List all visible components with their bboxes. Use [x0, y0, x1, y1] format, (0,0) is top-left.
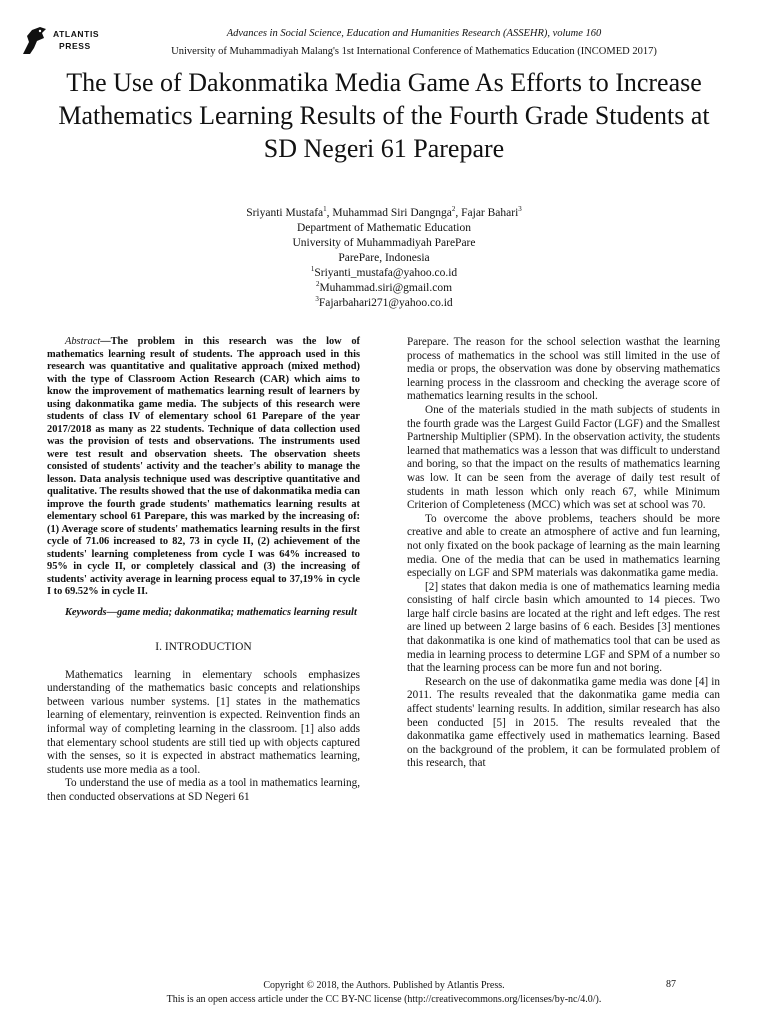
author-3-sup: 3	[518, 205, 522, 214]
abstract-text: —The problem in this research was the low of mathematics learning result of students. The approach used in this research was quantitative and qualitative approach (mixed method) with the type of Classroom Action Research (CAR) which aims to know the improvement of mathematics learning result of learners by using dakonmatika game media. The subjects of this research were students of class IV of elementary school 61 Parepare of the year 2017/2018 as many as 22 students. Technique of data collection used was the provision of tests and observations. The instruments used were test result and observation sheets. The observation sheets consisted of students' activity and the teacher's ability to manage the lesson. Data analysis technique used was descriptive quantitative and qualitative. The results showed that the use of dakonmatika media can improve the fourth grade students' mathematics learning results at elementary school 61 Parepare, this was marked by the increasing of: (1) Average score of students' mathematics learning results in the first cycle of 71.06 increased to 82, 73 in cycle II, (2) achievement of the students' learning completeness from cycle I was 64% increased to 95% in cycle II, or completely classical and (3) the increasing of students' activity average in learning process equal to 37,19% in cycle I to 69.52% in cycle II.	[47, 336, 360, 597]
copyright: Copyright © 2018, the Authors. Published by Atlantis Press.	[263, 980, 505, 991]
paragraph: One of the materials studied in the math subjects of students in the fourth grade was the Largest Guild Factor (LGF) and the Smallest Partnership Multiplier (SPM). In the observation activity, the students learned that mathematics was a lesson that was difficult to understand and boring, so that the impact on the results of mathematics learning was low. It can be seen from the average of daily test result of students in math lesson which only reach 67, while Minimum Criterion of Completeness (MCC) which was set at school was 70.	[407, 403, 720, 512]
author-separator: ,	[326, 207, 333, 219]
author-3: Fajar Bahari	[461, 207, 519, 219]
left-column	[47, 336, 360, 805]
email-2-text: Muhammad.siri@gmail.com	[319, 282, 453, 294]
license-text: This is an open access article under the CC BY-NC license (http://creativecommons.org/licenses/by-nc/4.0/).	[166, 994, 602, 1005]
paragraph: [2] states that dakon media is one of mathematics learning media consisting of half circle basin which amounted to 14 pieces. Two large half circle basins are located at the right and left edges. The rest are lined up between 2 large basins of 6 each. Besides [3] mentiones that dakonmatika is one kind of mathematics tool that can be used as media in learning process to determine LGF and SPM of a number so that the learning process can be more fun and not boring.	[407, 580, 720, 675]
right-column	[407, 336, 720, 771]
keywords-label: Keywords	[65, 606, 107, 618]
email-2-sup: 2	[315, 280, 320, 289]
university: University of Muhammadiyah ParePare	[292, 237, 476, 249]
author-block	[0, 206, 768, 311]
department: Department of Mathematic Education	[296, 222, 472, 234]
city: ParePare, Indonesia	[338, 252, 430, 264]
page-number: 87	[666, 979, 676, 990]
logo-line1: ATLANTIS	[53, 29, 100, 39]
author-2-sup: 2	[451, 205, 456, 214]
author-1: Sriyanti Mustafa	[246, 207, 324, 219]
conference-header: University of Muhammadiyah Malang's 1st International Conference of Mathematics Education (INCOMED 2017)	[171, 46, 657, 57]
email-1-text: Sriyanti_mustafa@yahoo.co.id	[314, 267, 458, 279]
author-2: Muhammad Siri Dangnga	[332, 207, 452, 219]
abstract-label: Abstract	[65, 336, 101, 347]
email-1-sup: 1	[310, 265, 315, 274]
email-3	[0, 296, 768, 311]
logo-line2: PRESS	[59, 41, 91, 51]
paragraph: To overcome the above problems, teachers should be more creative and able to create an atmosphere of active and fun learning, not only fixated on the book package of learning as the main learning media. One of the media that can be used in mathematics learning especially on LGF and SPM materials was dakonmatika game media.	[407, 512, 720, 580]
footer	[0, 979, 768, 1007]
abstract	[47, 336, 360, 599]
keywords	[47, 607, 360, 620]
series-header: Advances in Social Science, Education and Humanities Research (ASSEHR), volume 160	[226, 28, 602, 39]
author-line	[0, 206, 768, 221]
email-3-sup: 3	[315, 295, 319, 304]
paragraph: Mathematics learning in elementary schools emphasizes understanding of the mathematics basic concepts and relationships between various number systems. [1] states in the mathematics learning of elementary, reinvention is expected. Reinvention finds an informal way of completing learning in the classroom. [1] also adds that elementary school students are still tied up with objects captured with the senses, so it is expected in abstract mathematics learning, students use more media as a tool.	[47, 668, 360, 776]
author-separator: ,	[455, 207, 462, 219]
paper-title: The Use of Dakonmatika Media Game As Efforts to Increase Mathematics Learning Results of the Fourth Grade Students at SD Negeri 61 Parepare	[58, 68, 710, 163]
email-3-text: Fajarbahari271@yahoo.co.id	[318, 297, 453, 309]
paragraph: To understand the use of media as a tool in mathematics learning, then conducted observations at SD Negeri 61	[47, 777, 360, 803]
paragraph: Research on the use of dakonmatika game media was done [4] in 2011. The results revealed that the dakonmatika game media can affect students' learning results. In addition, similar research has also been conducted [5] in 2015. The results revealed that the dakonmatika game effectively used in mathematics learning. Based on the background of the problem, it can be formulated problem of this research, that	[407, 675, 720, 770]
email-2	[0, 281, 768, 296]
email-1	[0, 266, 768, 281]
paragraph: Parepare. The reason for the school selection wasthat the learning process of mathematics in the school was still limited in the use of media or props, the observation was done by observing mathematics learning process in the classroom and checking the average score of mathematics learning results in the school.	[407, 336, 720, 403]
section-heading: I. INTRODUCTION	[155, 641, 252, 653]
author-1-sup: 1	[323, 205, 327, 214]
keywords-text: —game media; dakonmatika; mathematics learning result	[106, 606, 357, 618]
